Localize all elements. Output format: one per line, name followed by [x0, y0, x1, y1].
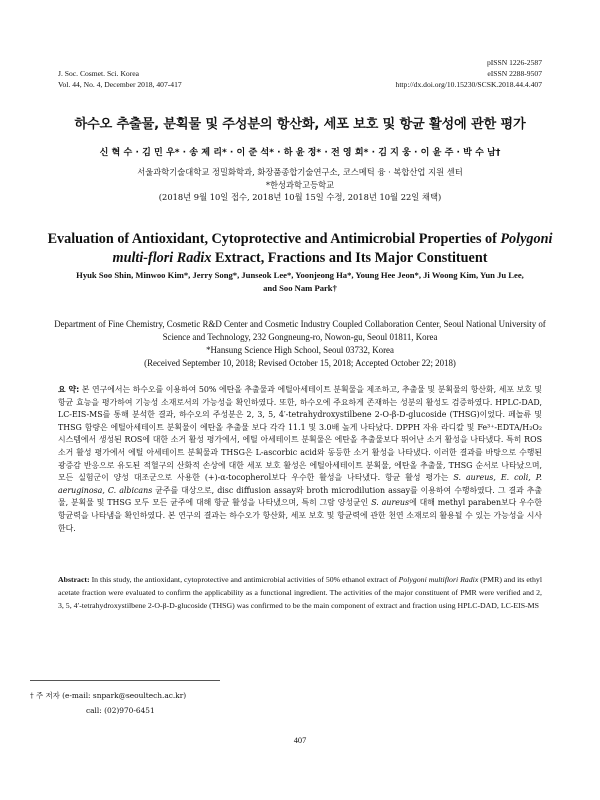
korean-affiliation-2: *한성과학고등학교	[265, 179, 335, 190]
english-affiliations	[40, 318, 560, 370]
english-authors-line2: and Soo Nam Park†	[263, 283, 337, 293]
korean-abstract-text-c: 에 대해 methyl paraben보다 우수한 항균력을 나타냄을 확인하였다. 본 연구의 결과는 하수오가 항산화, 세포 보호 및 항균력에 관한 천연 소재로의 활용될 수 있는 가능성을 시사한다.	[58, 498, 543, 533]
korean-abstract-species-1: S. aureus, E. coli, P. aeruginosa, C. albicans	[58, 473, 542, 495]
english-abstract-label: Abstract:	[58, 575, 90, 584]
korean-authors: 신 혁 수 · 김 민 우* · 송 제 리* · 이 준 석* · 하 윤 정* · 전 영 희* · 김 지 웅 · 이 윤 주 · 박 수 남†	[99, 148, 501, 158]
korean-abstract-label: 요 약:	[58, 385, 80, 394]
english-affiliation-2: *Hansung Science High School, Seoul 03732, Korea	[206, 345, 394, 355]
english-title-part1: Evaluation of Antioxidant, Cytoprotective and Antimicrobial Properties of	[47, 231, 501, 247]
journal-name: J. Soc. Cosmet. Sci. Korea	[58, 69, 139, 78]
korean-abstract	[58, 384, 542, 535]
english-abstract-species: Polygoni multiflori Radix	[398, 575, 479, 584]
english-received-dates: (Received September 10, 2018; Revised October 15, 2018; Accepted October 22; 2018)	[144, 358, 456, 368]
korean-affiliations	[30, 166, 570, 204]
korean-abstract-species-2: S. aureus	[371, 498, 410, 508]
english-abstract	[58, 574, 542, 612]
pissn: pISSN 1226-2587	[486, 58, 542, 67]
english-abstract-text-a: In this study, the antioxidant, cytoprotective and antimicrobial activities of 50% ethanol extract of	[89, 575, 399, 584]
korean-affiliation-1: 서울과학기술대학교 정밀화학과, 화장품종합기술연구소, 코스메틱 융 · 복합산업 지원 센터	[137, 167, 463, 177]
english-authors-line1: Hyuk Soo Shin, Minwoo Kim*, Jerry Song*, Junseok Lee*, Yoonjeong Ha*, Young Hee Jeon*, Ji Woong Kim, Yun Ju Lee,	[76, 270, 524, 280]
footnote-call: call: (02)970-6451	[86, 706, 155, 715]
english-title	[40, 230, 560, 268]
english-affiliation-1: Department of Fine Chemistry, Cosmetic R&D Center and Cosmetic Industry Coupled Collaboration Center, Seoul National University of Science and Technology, 232 Gongneung-ro, Nowon-gu, Seoul 01811, Korea	[54, 319, 546, 342]
footnote-divider	[30, 680, 220, 681]
korean-abstract-text-a: 본 연구에서는 하수오를 이용하여 50% 에탄올 추출물과 에틸아세테이트 분획물을 제조하고, 추출물 및 분획물의 항산화, 세포 보호 및 항균 효능을 평가하여 기능성 소재로서의 가능성을 확인하였다. 또한, 하수오에 주요하게 존재하는 성분의 활성도 검증하였다. HPLC-DAD, LC-EIS-MS를 통해 분석한 결과, 하수오의 주성분은 2, 3, 5, 4′-tetrahydroxystilbene 2-O-β-D-glucoside (THSG)이었다. 페놀류 및 THSG 함량은 에틸아세테이트 분획물이 에탄올 추출물 보다 각각 11.1 및 3.0배 높게 나타났다. DPPH 자유 라디칼 및 Fe³⁺-EDTA/H₂O₂ 시스템에서 생성된 ROS에 대한 소거 활성 평가에서, 에틸 아세테이트 분획물은 에탄올 추출물보다 뛰어난 소거 활성을 나타냈다. 특히 ROS 소거 활성 평가에서 에틸 아세테이트 분획물과 THSG은 L-ascorbic acid와 동등한 소거 활성을 나타냈다. 이러한 결과를 바탕으로 수행된 광증감 반응으로 유도된 적혈구의 산화적 손상에 대한 세포 보호 활성은 에틸아세테이트 분획물, 에탄올 추출물, THSG 순서로 나타났으며, 모든 실험군이 양성 대조군으로 사용한 (+)-α-tocopherol보다 우수한 활성을 나타냈다. 항균 활성 평가는	[58, 385, 542, 483]
korean-title: 하수오 추출물, 분획물 및 주성분의 항산화, 세포 보호 및 항균 활성에 관한 평가	[74, 117, 526, 132]
english-authors	[40, 269, 560, 295]
page-number: 407	[293, 736, 307, 745]
journal-header-right	[396, 57, 542, 90]
english-abstract-text-b: (PMR) and its ethyl acetate fraction were evaluated to confirm the applicability as a functional ingredient. The activities of the major constituent of PMR were verified and 2, 3, 5, 4′-tetrahydroxystilbene 2-O-β-D-glucoside (THSG) was confirmed to be the main component of extract and fraction using HPLC-DAD, LC-EIS-MS	[58, 575, 542, 610]
journal-volume: Vol. 44, No. 4, December 2018, 407-417	[58, 80, 182, 89]
footnote-contact: † 주 저자 (e-mail: snpark@seoultech.ac.kr)	[30, 691, 187, 700]
journal-header-left	[58, 68, 182, 90]
footnote	[30, 688, 186, 718]
eissn: eISSN 2288-9507	[487, 69, 542, 78]
korean-received-dates: (2018년 9월 10일 접수, 2018년 10월 15일 수정, 2018년 10월 22일 채택)	[158, 192, 442, 202]
korean-abstract-text-b: 균주를 대상으로, disc diffusion assay와 broth microdilution assay를 이용하여 수행하였다. 그 결과 추출물, 분획물 및 THSG 모두 모든 균주에 대해 항균 활성을 나타냈으며, 특히 그람 양성균인	[58, 485, 542, 508]
english-title-part2: Extract, Fractions and Its Major Constituent	[211, 250, 488, 266]
english-title-species: Polygoni multi-flori Radix	[112, 231, 553, 266]
doi-link[interactable]: http://dx.doi.org/10.15230/SCSK.2018.44.4.407	[395, 80, 542, 89]
